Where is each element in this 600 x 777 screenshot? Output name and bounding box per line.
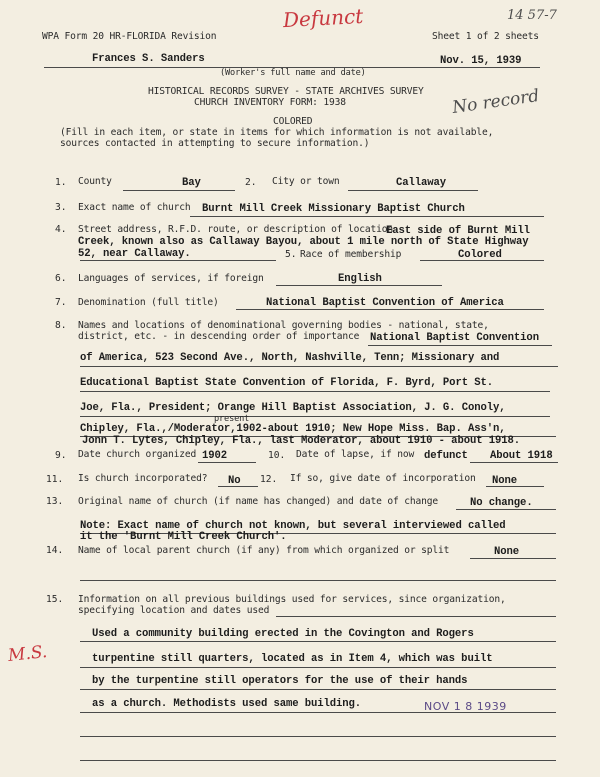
item-8-value-3: Educational Baptist State Convention of Florida, F. Byrd, Port St. xyxy=(80,377,493,389)
item-15-line-2 xyxy=(80,667,556,668)
item-6-value: English xyxy=(338,273,382,285)
item-2-line xyxy=(348,190,478,191)
item-9-label: Date church organized xyxy=(78,449,197,460)
item-7-number: 7. xyxy=(55,297,67,308)
item-12-line xyxy=(486,486,544,487)
item-8-label-2: district, etc. - in descending order of importance xyxy=(78,331,360,342)
item-10-label: Date of lapse, if now xyxy=(296,449,415,460)
instructions-line-2: sources contacted in attempting to secure information.) xyxy=(60,138,370,149)
item-15-line-0 xyxy=(276,616,556,617)
defunct-annotation: Defunct xyxy=(282,3,364,33)
item-14-line xyxy=(470,558,556,559)
item-8-value-5: Chipley, Fla.,/Moderator,1902-about 1910; New Hope Miss. Bap. Ass'n, xyxy=(80,423,506,435)
item-5-line xyxy=(420,260,544,261)
item-4-line xyxy=(80,260,276,261)
item-7-value: National Baptist Convention of America xyxy=(266,297,504,309)
item-15-line-1 xyxy=(80,641,556,642)
item-13-number: 13. xyxy=(46,496,64,507)
item-8-value-4: Joe, Fla., President; Orange Hill Baptist Association, J. G. Conoly, xyxy=(80,402,506,414)
item-10-value: About 1918 xyxy=(490,450,553,462)
received-date-stamp: NOV 1 8 1939 xyxy=(424,700,507,713)
form-title: CHURCH INVENTORY FORM: 1938 xyxy=(194,97,346,108)
item-11-number: 11. xyxy=(46,474,64,485)
item-11-label: Is church incorporated? xyxy=(78,473,208,484)
item-4-value-2: Creek, known also as Callaway Bayou, about 1 mile north of State Highway xyxy=(78,236,529,248)
item-7-line xyxy=(236,309,544,310)
item-4-number: 4. xyxy=(55,224,67,235)
item-13-value: No change. xyxy=(470,497,533,509)
item-9-number: 9. xyxy=(55,450,67,461)
form-id: WPA Form 20 HR-FLORIDA Revision xyxy=(42,31,217,42)
item-14-number: 14. xyxy=(46,545,64,556)
item-10-line xyxy=(470,462,558,463)
item-8-label-1: Names and locations of denominational governing bodies - national, state, xyxy=(78,320,489,331)
worker-caption: (Worker's full name and date) xyxy=(220,68,366,78)
item-3-value: Burnt Mill Creek Missionary Baptist Church xyxy=(202,203,465,215)
report-date: Nov. 15, 1939 xyxy=(440,55,522,67)
item-12-label: If so, give date of incorporation xyxy=(290,473,476,484)
item-10-number: 10. xyxy=(268,450,286,461)
item-8-value-2: of America, 523 Second Ave., North, Nashville, Tenn; Missionary and xyxy=(80,352,500,364)
item-15-label-2: specifying location and dates used xyxy=(78,605,270,616)
item-10-defunct: defunct xyxy=(424,450,468,462)
item-2-label: City or town xyxy=(272,176,340,187)
item-8-line-1 xyxy=(368,345,552,346)
margin-initials: M.S. xyxy=(7,642,49,666)
archive-code-annotation: 14 57-7 xyxy=(507,8,557,23)
item-14-label: Name of local parent church (if any) from which organized or split xyxy=(78,545,450,556)
item-1-label: County xyxy=(78,176,112,187)
worker-name: Frances S. Sanders xyxy=(92,53,205,65)
colored-tag: COLORED xyxy=(273,116,313,127)
item-6-label: Languages of services, if foreign xyxy=(78,273,264,284)
item-8-value-6: Jonn T. Lytes, Chipley, Fla., last Moderator, about 1910 - about 1918. xyxy=(82,435,521,447)
item-14-blank-line xyxy=(80,580,556,581)
item-13-line xyxy=(456,509,556,510)
item-1-number: 1. xyxy=(55,177,67,188)
item-15-line-3 xyxy=(80,689,556,690)
item-1-line xyxy=(123,190,235,191)
item-9-line xyxy=(198,462,256,463)
item-15-line-5 xyxy=(80,736,556,737)
sheet-number: Sheet 1 of 2 sheets xyxy=(432,31,539,42)
item-14-value: None xyxy=(494,546,520,558)
item-2-number: 2. xyxy=(245,177,257,188)
survey-title: HISTORICAL RECORDS SURVEY - STATE ARCHIVES SURVEY xyxy=(148,86,424,97)
item-12-number: 12. xyxy=(260,474,278,485)
item-13-label: Original name of church (if name has changed) and date of change xyxy=(78,496,439,507)
item-8-line-2 xyxy=(80,366,558,367)
item-11-value: No xyxy=(228,475,241,487)
item-4-value-3: 52, near Callaway. xyxy=(78,248,191,260)
item-4-value-1: East side of Burnt Mill xyxy=(386,225,530,237)
item-15-value-3: by the turpentine still operators for the use of their hands xyxy=(92,675,468,687)
item-3-number: 3. xyxy=(55,202,67,213)
item-12-value: None xyxy=(492,475,518,487)
item-15-label-1: Information on all previous buildings used for services, since organization, xyxy=(78,594,506,605)
instructions-line-1: (Fill in each item, or state in items for which information is not available, xyxy=(60,127,494,138)
item-6-number: 6. xyxy=(55,273,67,284)
no-record-annotation: No record xyxy=(451,86,541,118)
item-8-value-1: National Baptist Convention xyxy=(370,332,539,344)
item-13-note-1: Note: Exact name of church not known, but several interviewed called xyxy=(80,520,506,532)
item-8-insert-present: present xyxy=(214,414,250,424)
item-15-value-2: turpentine still quarters, located as in Item 4, which was built xyxy=(92,653,493,665)
item-1-value: Bay xyxy=(182,177,201,189)
item-8-number: 8. xyxy=(55,320,67,331)
item-15-number: 15. xyxy=(46,594,64,605)
item-6-line xyxy=(276,285,442,286)
item-9-value: 1902 xyxy=(202,450,228,462)
item-2-value: Callaway xyxy=(396,177,447,189)
item-13-note-2: it the 'Burnt Mill Creek Church'. xyxy=(80,531,287,543)
item-5-value: Colored xyxy=(458,249,502,261)
item-8-line-4 xyxy=(80,416,550,417)
item-3-label: Exact name of church xyxy=(78,202,191,213)
item-5-number: 5. xyxy=(285,249,297,260)
item-8-line-3 xyxy=(80,391,550,392)
item-3-line xyxy=(190,216,544,217)
item-15-value-1: Used a community building erected in the Covington and Rogers xyxy=(92,628,474,640)
item-15-line-6 xyxy=(80,760,556,761)
item-15-value-4: as a church. Methodists used same building. xyxy=(92,698,362,710)
item-7-label: Denomination (full title) xyxy=(78,297,219,308)
item-4-label: Street address, R.F.D. route, or description of location xyxy=(78,224,394,235)
item-11-line xyxy=(218,486,258,487)
item-5-label: Race of membership xyxy=(300,249,402,260)
item-15-line-4 xyxy=(80,712,556,713)
